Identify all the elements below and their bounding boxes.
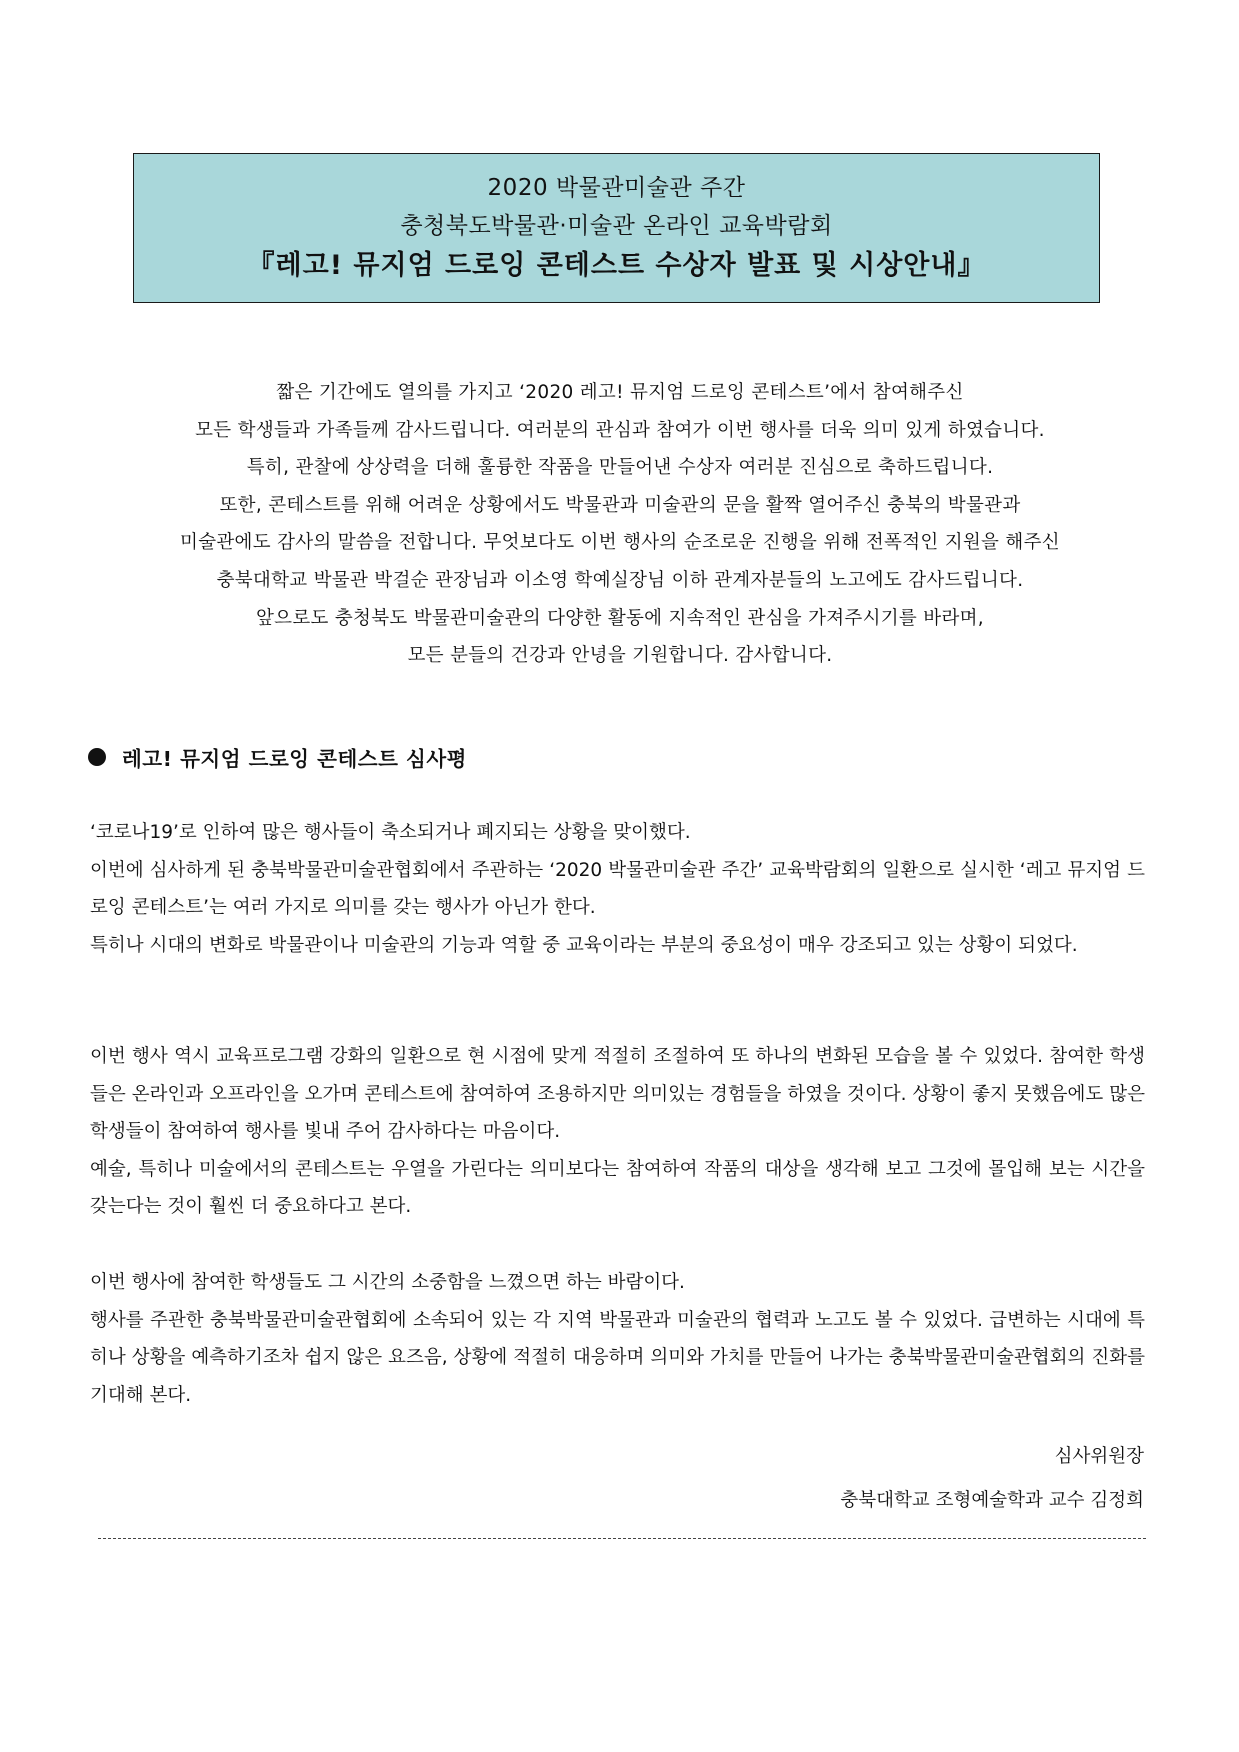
intro-line: 모든 분들의 건강과 안녕을 기원합니다. 감사합니다. [407, 645, 833, 667]
title-line-1: 2020 박물관미술관 주간 [487, 175, 746, 201]
intro-line: 미술관에도 감사의 말씀을 전합니다. 무엇보다도 이번 행사의 순조로운 진행을 위해 전폭적인 지원을 해주신 [180, 532, 1060, 554]
section-heading [88, 742, 467, 772]
review-paragraph-1 [90, 814, 1145, 964]
intro-line: 충북대학교 박물관 박걸순 관장님과 이소영 학예실장님 이하 관계자분들의 노고에도 감사드립니다. [216, 569, 1024, 591]
page-title: 『레고! 뮤지엄 드로잉 콘테스트 수상자 발표 및 시상안내』 [247, 250, 986, 281]
dashed-divider [98, 1538, 1146, 1539]
intro-line: 앞으로도 충청북도 박물관미술관의 다양한 활동에 지속적인 관심을 가져주시기를 바라며, [256, 607, 984, 629]
filled-circle-icon [88, 748, 106, 766]
intro-line: 짧은 기간에도 열의를 가지고 ‘2020 레고! 뮤지엄 드로잉 콘테스트’에서 참여해주신 [276, 382, 964, 403]
review-sentence: 예술, 특히나 미술에서의 콘테스트는 우열을 가린다는 의미보다는 참여하여 작품의 대상을 생각해 보고 그것에 몰입해 보는 시간을 갖는다는 것이 훨씬 더 중요하다고 본다. [90, 1158, 1145, 1218]
review-paragraph-2 [90, 1038, 1145, 1226]
signature-name: 충북대학교 조형예술학과 교수 김정희 [840, 1490, 1144, 1511]
review-sentence: 특히나 시대의 변화로 박물관이나 미술관의 기능과 역할 중 교육이라는 부분의 중요성이 매우 강조되고 있는 상황이 되었다. [90, 934, 1078, 956]
intro-line: 또한, 콘테스트를 위해 어려운 상황에서도 박물관과 미술관의 문을 활짝 열어주신 충북의 박물관과 [219, 494, 1021, 516]
title-box [133, 153, 1100, 303]
intro-line: 특히, 관찰에 상상력을 더해 훌륭한 작품을 만들어낸 수상자 여러분 진심으로 축하드립니다. [246, 457, 994, 479]
signature-block [840, 1435, 1144, 1523]
review-sentence: 이번 행사 역시 교육프로그램 강화의 일환으로 현 시점에 맞게 적절히 조절하여 또 하나의 변화된 모습을 볼 수 있었다. 참여한 학생들은 온라인과 오프라인을 오가며 콘테스트에 참여하여 조용하지만 의미있는 경험들을 하였을 것이다. 상황이 좋지 못했음에도 많은 학생들이 참여하여 행사를 빛내 주어 감사하다는 마음이다. [90, 1046, 1145, 1143]
review-paragraph-3 [90, 1264, 1145, 1414]
review-sentence: 행사를 주관한 충북박물관미술관협회에 소속되어 있는 각 지역 박물관과 미술관의 협력과 노고도 볼 수 있었다. 급변하는 시대에 특히나 상황을 예측하기조차 쉽지 않은 요즈음, 상황에 적절히 대응하며 의미와 가치를 만들어 나가는 충북박물관미술관협회의 진화를 기대해 본다. [90, 1309, 1145, 1406]
signature-role: 심사위원장 [1054, 1446, 1144, 1467]
review-sentence: 이번에 심사하게 된 충북박물관미술관협회에서 주관하는 ‘2020 박물관미술관 주간’ 교육박람회의 일환으로 실시한 ‘레고 뮤지엄 드로잉 콘테스트’는 여러 가지로 의미를 갖는 행사가 아닌가 한다. [90, 859, 1145, 919]
title-line-2: 충청북도박물관·미술관 온라인 교육박람회 [400, 213, 833, 239]
review-sentence: 이번 행사에 참여한 학생들도 그 시간의 소중함을 느꼈으면 하는 바람이다. [90, 1272, 685, 1293]
intro-line: 모든 학생들과 가족들께 감사드립니다. 여러분의 관심과 참여가 이번 행사를 더욱 의미 있게 하였습니다. [195, 419, 1045, 441]
section-heading-text: 레고! 뮤지엄 드로잉 콘테스트 심사평 [122, 747, 467, 771]
review-sentence: ‘코로나19’로 인하여 많은 행사들이 축소되거나 폐지되는 상황을 맞이했다. [90, 822, 691, 843]
intro-message [80, 374, 1160, 675]
